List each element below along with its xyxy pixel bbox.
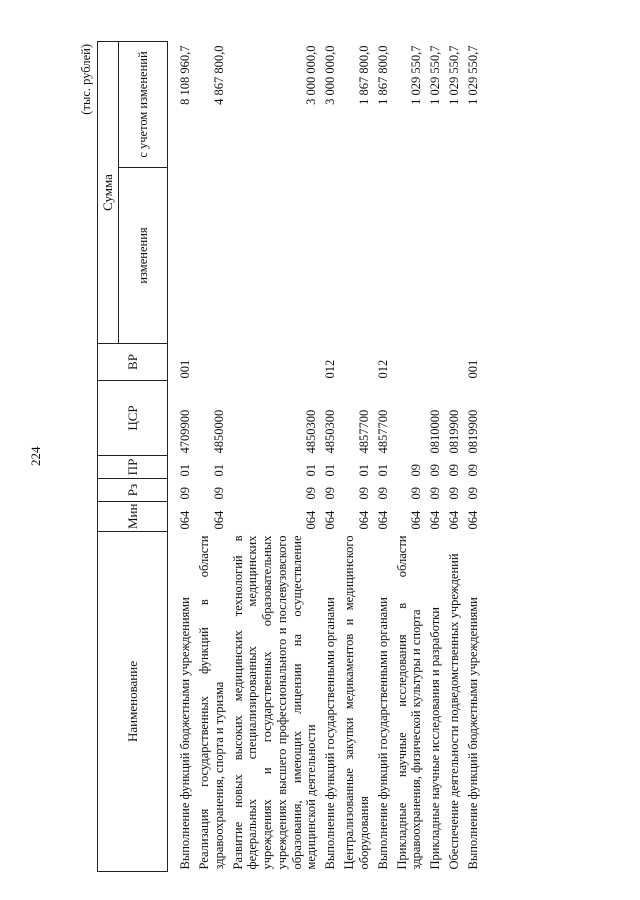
row-name: Выполнение функций бюджетными учреждениями [178,597,192,870]
row-vr [428,344,447,381]
row-csr: 4857700 [375,409,390,454]
row-total: 1 867 800,0 [356,45,371,105]
row-csr: 4857700 [356,409,371,454]
budget-table-block [79,42,567,872]
row-csr: 4850300 [304,409,318,454]
row-vr: 012 [375,359,390,379]
row-rz: 09 [375,487,390,500]
row-name: Обеспечение деятельности подведомственных учреждений [447,553,461,870]
row-rz: 09 [178,487,192,500]
row-pr: 01 [323,464,337,477]
row-pr: 09 [409,464,423,477]
row-csr: 0810000 [428,409,442,454]
budget-table [97,41,485,872]
row-total: 4 867 800,0 [211,45,226,105]
row-csr: 0819900 [466,409,480,454]
row-csr: 4850000 [211,409,226,454]
row-name: Выполнение функций государственными органами [375,597,390,870]
row-rz: 09 [466,487,480,500]
row-change [197,168,231,344]
header-csr: ЦСР [98,381,168,456]
row-min: 064 [428,510,442,530]
row-change [323,168,342,344]
row-change [231,168,324,344]
row-change [466,168,485,344]
row-csr: 0819900 [447,409,461,454]
row-total: 3 000 000,0 [304,45,318,105]
row-total: 3 000 000,0 [323,45,337,105]
table-row [231,42,324,872]
table-row [197,42,231,872]
table-row [168,42,198,872]
row-rz: 09 [428,487,442,500]
row-change [447,168,466,344]
row-change [428,168,447,344]
row-change [342,168,376,344]
row-vr: 001 [178,359,192,379]
units-label: (тыс. рублей) [79,44,93,115]
row-name: Прикладные научные исследования и разработки [428,607,442,870]
table-row [428,42,447,872]
page-number: 224 [28,446,43,466]
row-total: 8 108 960,7 [178,45,192,105]
row-rz: 09 [323,487,337,500]
header-with-changes: с учетом изменений [119,42,168,168]
row-rz: 09 [447,487,461,500]
row-pr: 01 [356,464,371,477]
header-min: Мин [98,502,168,532]
row-min: 064 [304,510,318,530]
row-rz: 09 [304,487,318,500]
table-row [466,42,485,872]
row-min: 064 [323,510,337,530]
header-vr: ВР [98,344,168,381]
row-pr: 01 [211,464,226,477]
header-pr: ПР [98,456,168,479]
row-name: Развитие новых высоких медицинских технологий в федеральных специализированных медицинских учреждениях и государственных образовательных учреждениях высшего профессионального и послевузовского образования, имеющих лицензии на осуществление медицинской деятельности [230,535,319,870]
row-vr [197,344,231,381]
row-vr [342,344,376,381]
row-min: 064 [447,510,461,530]
row-vr: 012 [323,359,337,379]
row-csr: 4850300 [323,409,337,454]
row-name: Реализация государственных функций в области здравоохранения, спорта и туризма [197,535,226,870]
row-min: 064 [356,510,371,530]
row-min: 064 [211,510,226,530]
header-rz: Рз [98,479,168,502]
row-total: 1 867 800,0 [375,45,390,105]
row-total: 1 029 550,7 [447,45,461,105]
row-min: 064 [178,510,192,530]
row-vr [395,344,429,381]
header-name: Наименование [98,532,168,872]
table-row [342,42,376,872]
row-name: Централизованные закупки медикаментов и медицинского оборудования [342,535,371,870]
row-rz: 09 [356,487,371,500]
row-total: 1 029 550,7 [466,45,480,105]
row-vr [447,344,466,381]
header-change: изменения [119,168,168,344]
row-total: 1 029 550,7 [428,45,442,105]
row-vr [231,344,324,381]
row-name: Прикладные научные исследования в области здравоохранения, физической культуры и спорта [394,535,424,870]
row-pr: 01 [178,464,192,477]
table-row [447,42,466,872]
row-min: 064 [466,510,480,530]
row-change [376,168,395,344]
table-row [323,42,342,872]
row-pr: 09 [447,464,461,477]
row-min: 064 [409,510,423,530]
row-min: 064 [375,510,390,530]
row-csr [395,381,429,456]
row-pr: 09 [428,464,442,477]
header-sum: Сумма [98,42,119,344]
row-rz: 09 [211,487,226,500]
table-row [395,42,429,872]
row-total: 1 029 550,7 [409,45,423,105]
row-rz: 09 [409,487,423,500]
row-vr: 001 [466,359,480,379]
row-name: Выполнение функций государственными органами [323,597,337,870]
row-change [168,168,198,344]
row-pr: 01 [304,464,318,477]
table-row [376,42,395,872]
row-name: Выполнение функций бюджетными учреждениями [466,597,480,870]
row-change [395,168,429,344]
row-pr: 01 [375,464,390,477]
row-csr: 4709900 [178,409,192,454]
row-pr: 09 [466,464,480,477]
